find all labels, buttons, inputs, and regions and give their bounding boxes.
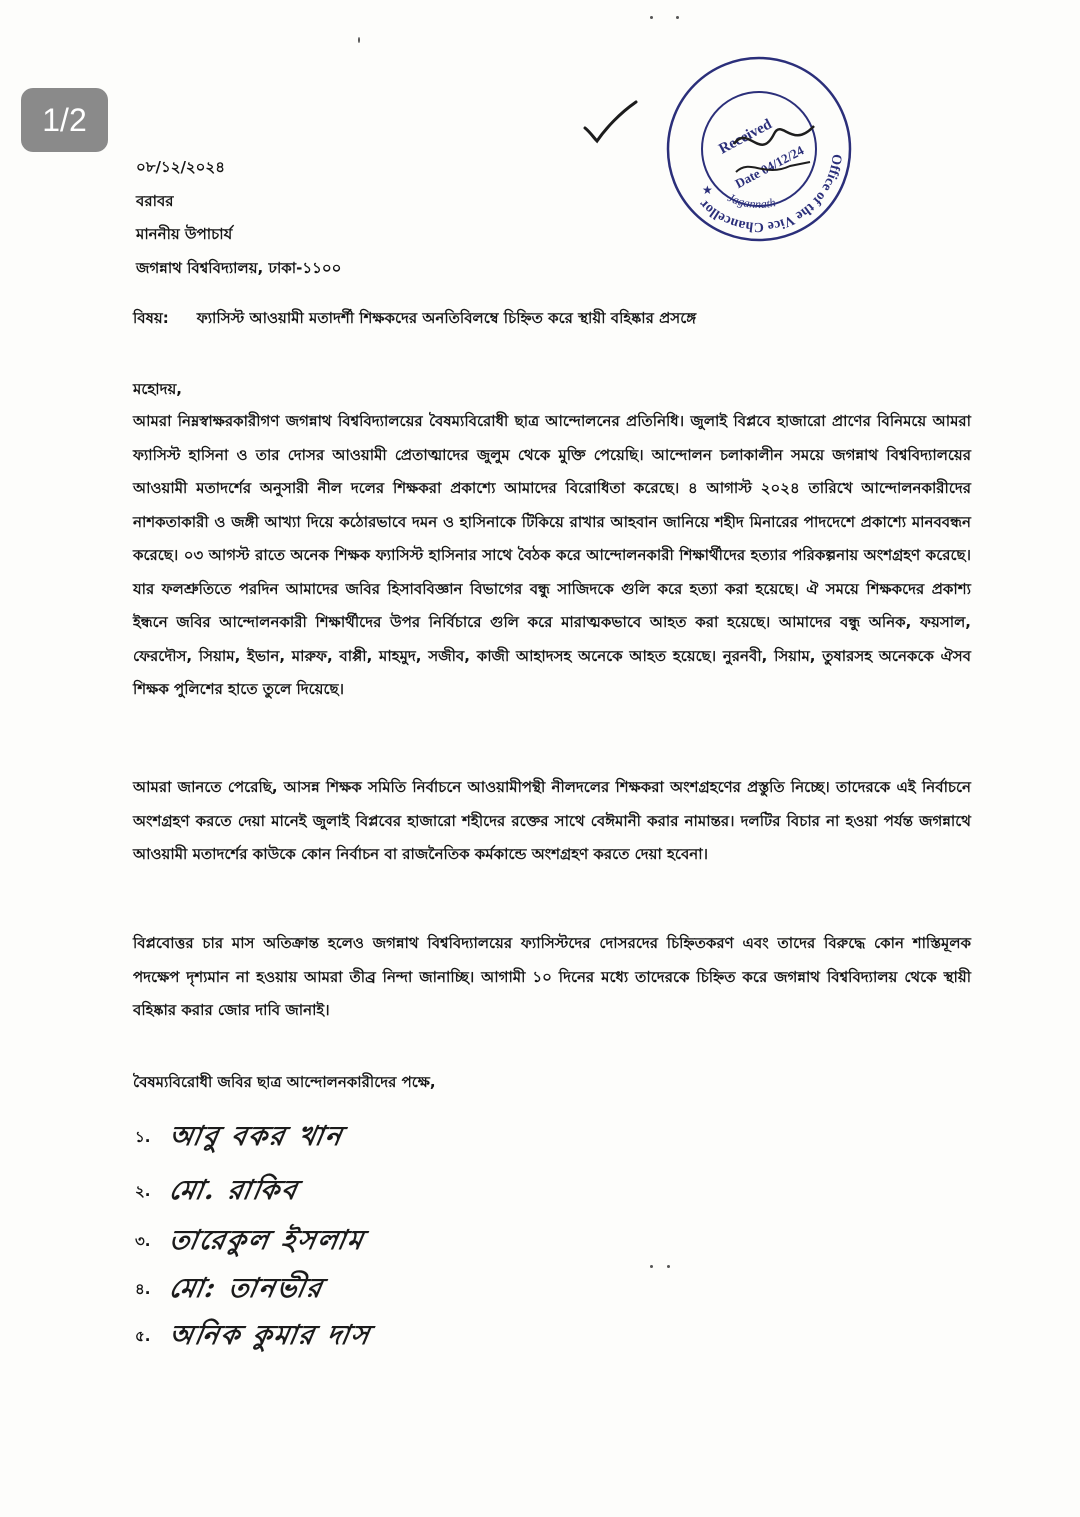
signature-row — [135, 1170, 301, 1214]
signature-number: ১. — [135, 1127, 151, 1146]
stamp-star-icon: ★ — [702, 183, 713, 197]
page-counter: 1/2 — [21, 88, 108, 152]
signature-row — [135, 1220, 368, 1264]
paper-speck — [650, 1265, 653, 1268]
paper-speck — [650, 16, 653, 19]
signature-row — [135, 1268, 327, 1312]
recipient-address: জগন্নাথ বিশ্ববিদ্যালয়, ঢাকা-১১০০ — [136, 259, 342, 277]
signature-number: ৩. — [135, 1231, 151, 1250]
letter-to-label: বরাবর — [136, 192, 174, 210]
body-paragraph-3: বিপ্লবোত্তর চার মাস অতিক্রান্ত হলেও জগন্নাথ বিশ্ববিদ্যালয়ের ফ্যাসিস্টদের দোসরদের চিহ্নিতকরণ এবং তাদের বিরুদ্ধে কোন শাস্তিমূলক পদক্ষেপ দৃশ্যমান না হওয়ায় আমরা তীব্র নিন্দা জানাচ্ছি। আগামী ১০ দিনের মধ্যে তাদেরকে চিহ্নিত করে জগন্নাথ বিশ্ববিদ্যালয় থেকে স্থায়ী বহিষ্কার করার জোর দাবি জানাই। — [133, 934, 971, 1019]
signature-number: ২. — [135, 1181, 151, 1200]
received-stamp — [664, 54, 854, 244]
recipient-title: মাননীয় উপাচার্য — [136, 225, 233, 243]
paper-speck — [667, 1265, 670, 1268]
stamp-date: Date 04/12/24 — [732, 142, 807, 192]
handwritten-signature: অনিক কুমার দাস — [166, 1319, 374, 1351]
subject-label: বিষয়: — [133, 309, 169, 327]
signature-row — [135, 1315, 374, 1359]
letter-subject — [133, 307, 963, 332]
signature-number: ৪. — [135, 1279, 151, 1298]
handwritten-signature: তারেকুল ইসলাম — [166, 1224, 368, 1256]
handwritten-signature: মো. রাকিব — [166, 1174, 301, 1206]
closing-line: বৈষম্যবিরোধী জবির ছাত্র আন্দোলনকারীদের পক্ষে, — [133, 1073, 436, 1091]
signature-row — [135, 1116, 346, 1160]
handwritten-signature: আবু বকর খান — [166, 1120, 346, 1152]
body-paragraph-1: আমরা নিম্নস্বাক্ষরকারীগণ জগন্নাথ বিশ্ববিদ্যালয়ের বৈষম্যবিরোধী ছাত্র আন্দোলনের প্রতিনিধি। জুলাই বিপ্লবে হাজারো প্রাণের বিনিময়ে আমরা ফ্যাসিস্ট হাসিনা ও তার দোসর আওয়ামী প্রেতাত্মাদের জুলুম থেকে মুক্তি পেয়েছি। আন্দোলন চলাকালীন সময়ে জগন্নাথ বিশ্ববিদ্যালয়ের আওয়ামী মতাদর্শের অনুসারী নীল দলের শিক্ষকরা প্রকাশ্যে আমাদের বিরোধিতা করেছে। ৪ আগাস্ট ২০২৪ তারিখে আন্দোলনকারীদের নাশকতাকারী ও জঙ্গী আখ্যা দিয়ে কঠোরভাবে দমন ও হাসিনাকে টিকিয়ে রাখার আহবান জানিয়ে শহীদ মিনারের পাদদেশে প্রকাশ্যে মানববন্ধন করেছে। ০৩ আগস্ট রাতে অনেক শিক্ষক ফ্যাসিস্ট হাসিনার সাথে বৈঠক করে আন্দোলনকারী শিক্ষার্থীদের হত্যার পরিকল্পনায় অংশগ্রহণ করেছে। যার ফলশ্রুতিতে পরদিন আমাদের জবির হিসাববিজ্ঞান বিভাগের বন্ধু সাজিদকে গুলি করে হত্যা করা হয়েছে। ঐ সময়ে শিক্ষকদের প্রকাশ্য ইন্ধনে জবির আন্দোলনকারী শিক্ষার্থীদের উপর নির্বিচারে গুলি করে মারাত্মকভাবে আহত করা হয়েছে। আমাদের বন্ধু অনিক, ফয়সাল, ফেরদৌস, সিয়াম, ইভান, মারুফ, বাপ্পী, মাহমুদ, সজীব, কাজী আহাদসহ অনেকে আহত হয়েছে। নুরনবী, সিয়াম, তুষারসহ অনেককে ঐসব শিক্ষক পুলিশের হাতে তুলে দিয়েছে। — [133, 412, 971, 698]
salutation: মহোদয়, — [133, 380, 183, 398]
paper-speck — [676, 16, 679, 19]
check-mark-icon — [582, 98, 638, 144]
body-paragraph-2: আমরা জানতে পেরেছি, আসন্ন শিক্ষক সমিতি নির্বাচনে আওয়ামীপন্থী নীলদলের শিক্ষকরা অংশগ্রহণের প্রস্তুতি নিচ্ছে। তাদেরকে এই নির্বাচনে অংশগ্রহণ করতে দেয়া মানেই জুলাই বিপ্লবের হাজারো শহীদের রক্তের সাথে বেঈমানী করার নামান্তর। দলটির বিচার না হওয়া পর্যন্ত জগন্নাথে আওয়ামী মতাদর্শের কাউকে কোন নির্বাচন বা রাজনৈতিক কর্মকান্ডে অংশগ্রহণ করতে দেয়া হবেনা। — [133, 778, 971, 863]
stamp-ring-text: Office of the Vice Chancellor — [696, 153, 844, 235]
stamp-bottom-text: Jagannath — [725, 190, 777, 212]
signature-number: ৫. — [135, 1326, 151, 1345]
stamp-received-label: Received — [716, 116, 775, 158]
paper-speck — [358, 37, 360, 43]
svg-text:Jagannath — [726, 190, 777, 211]
letter-date: ০৮/১২/২০২৪ — [136, 158, 225, 176]
subject-text: ফ্যাসিস্ট আওয়ামী মতাদর্শী শিক্ষকদের অনতিবিলম্বে চিহ্নিত করে স্থায়ী বহিষ্কার প্রসঙ্গে — [196, 309, 697, 327]
handwritten-signature: মো: তানভীর — [166, 1272, 327, 1304]
